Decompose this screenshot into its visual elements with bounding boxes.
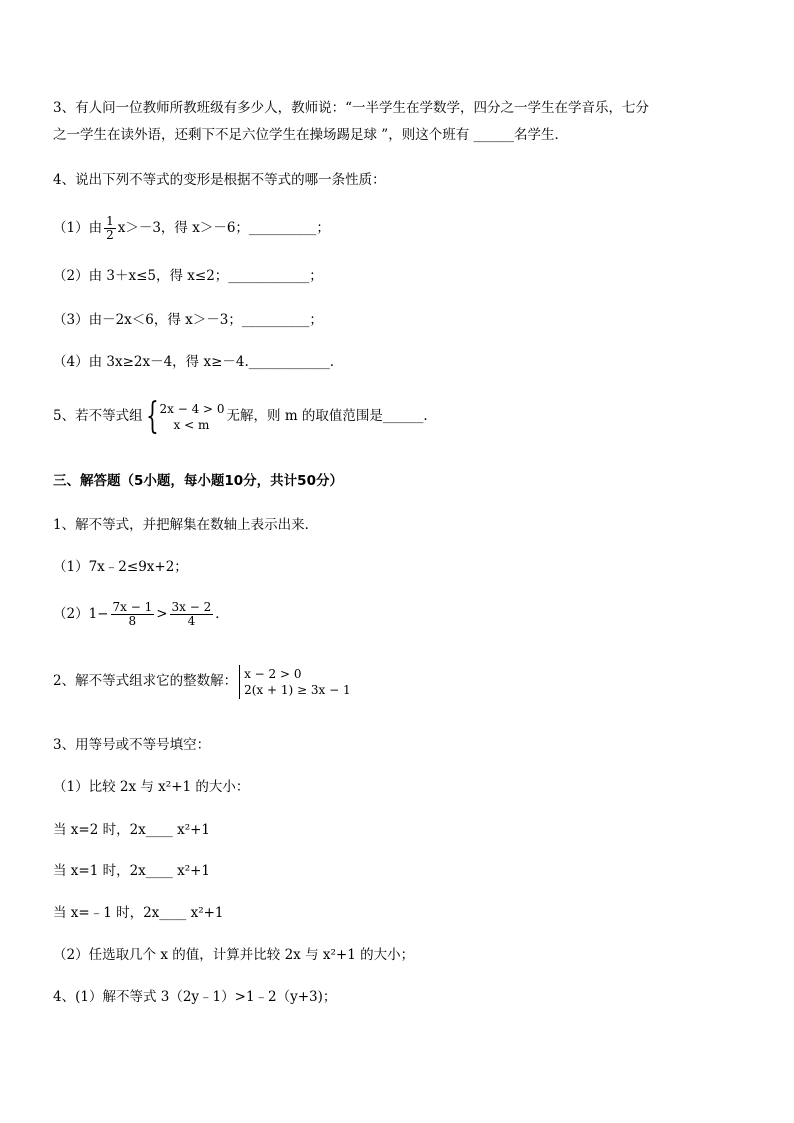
q5-fill <box>53 395 428 437</box>
fraction-denominator: 4 <box>187 614 196 628</box>
fraction-numerator: 7x − 1 <box>112 600 153 614</box>
q1-part1: （1）7x﹣2≤9x+2； <box>53 559 188 575</box>
system-row-2: 2(x + 1) ≥ 3x − 1 <box>244 682 351 697</box>
inequality-system <box>145 395 225 437</box>
q4-fill-part1 <box>53 215 330 242</box>
fraction-half <box>104 215 116 242</box>
fraction-denominator: 8 <box>128 614 137 628</box>
q3-case3: 当 x=﹣1 时，2x____ x²+1 <box>53 905 224 921</box>
q4-fill-title: 4、说出下列不等式的变形是根据不等式的哪一条性质： <box>53 172 386 188</box>
q4-fill-part3: （3）由－2x＜6，得 x＞－3；__________； <box>53 312 323 328</box>
inequality-system <box>239 665 351 699</box>
q4-part1: 4、(1）解不等式 3（2y﹣1）>1﹣2（y+3)； <box>53 989 337 1005</box>
q3-part1: （1）比较 2x 与 x²+1 的大小： <box>53 779 250 795</box>
q3-case1: 当 x=2 时，2x____ x²+1 <box>53 822 211 838</box>
fraction-left <box>111 601 155 628</box>
q1-p2-pre: （2）1− <box>53 606 109 622</box>
q2-pre: 2、解不等式组求它的整数解： <box>53 673 238 689</box>
system-row-1: x − 2 > 0 <box>244 666 302 681</box>
q4-fill-part2: （2）由 3＋x≤5，得 x≤2；____________； <box>53 268 323 284</box>
q3-case2: 当 x=1 时，2x____ x²+1 <box>53 863 211 879</box>
fraction-denominator: 2 <box>106 228 114 242</box>
left-brace-icon: { <box>145 395 159 437</box>
fraction-numerator: 1 <box>106 214 114 228</box>
q5-pre: 5、若不等式组 <box>53 408 143 424</box>
greater-than-sign: > <box>156 606 168 622</box>
q4-fill-part4: （4）由 3x≥2x－4，得 x≥－4.____________. <box>53 354 335 370</box>
system-row-1: 2x − 4 > 0 <box>159 401 225 416</box>
system-row-2: x < m <box>173 417 210 432</box>
q1-p2-post: ． <box>215 606 229 622</box>
q3-title: 3、用等号或不等号填空： <box>53 737 211 753</box>
q2-line <box>53 663 353 699</box>
q3-part2: （2）任选取几个 x 的值，计算并比较 2x 与 x²+1 的大小； <box>53 947 415 963</box>
q3-fill-line1: 3、有人问一位教师所教班级有多少人，教师说：“一半学生在学数学，四分之一学生在学音乐，七分 <box>53 100 649 116</box>
fraction-right <box>170 601 214 628</box>
q4-p1-post: x＞－3，得 x＞－6；__________； <box>117 220 330 236</box>
system-bracket-icon <box>239 665 240 699</box>
q1-part2 <box>53 598 229 630</box>
section-heading: 三、解答题（5小题，每小题10分，共计50分） <box>53 473 343 489</box>
q3-fill-line2: 之一学生在读外语，还剩下不足六位学生在操场踢足球 ”，则这个班有 ______名学生． <box>53 127 568 143</box>
fraction-numerator: 3x − 2 <box>171 600 212 614</box>
q1-title: 1、解不等式，并把解集在数轴上表示出来． <box>53 517 319 533</box>
q4-p1-pre: （1）由 <box>53 220 103 236</box>
q5-post: 无解，则 m 的取值范围是______. <box>226 408 428 424</box>
